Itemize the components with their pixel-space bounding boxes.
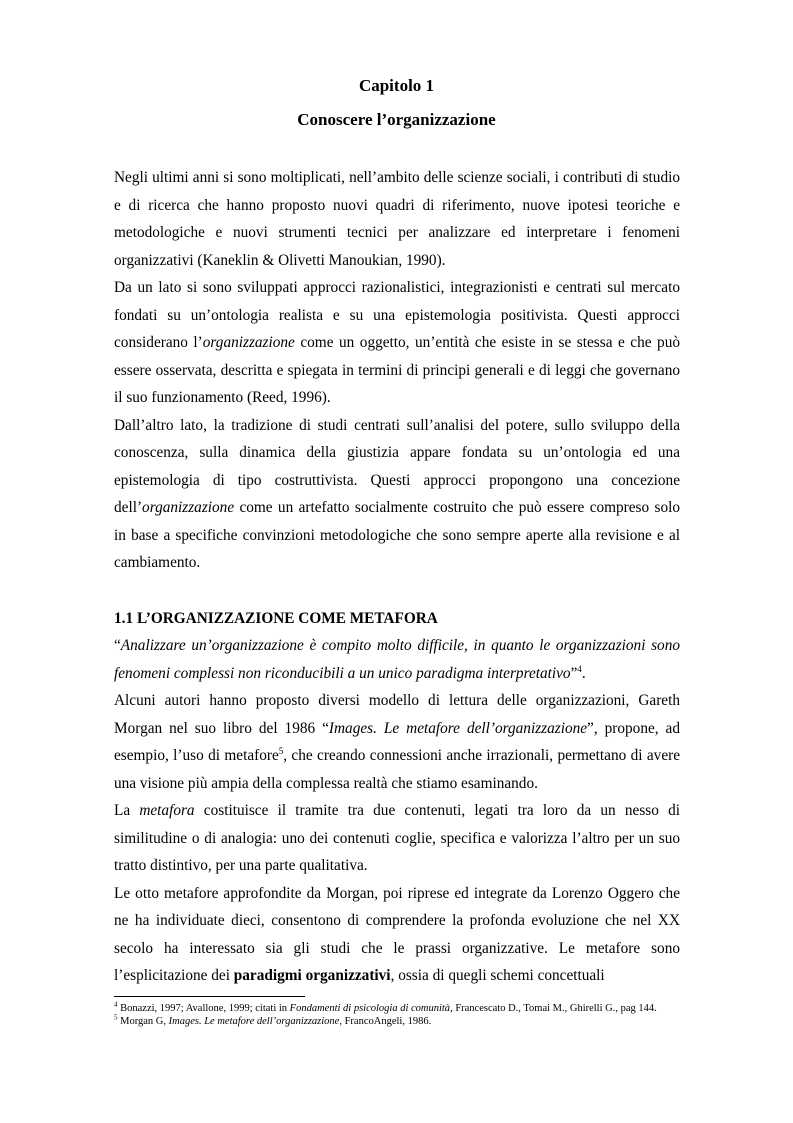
footnote-divider [114, 996, 305, 997]
bold-paradigmi-organizzativi: paradigmi organizzativi [233, 967, 391, 984]
intro-paragraph-3-text: Dall’altro lato, la tradizione di studi centrati sull’analisi del potere, sullo sviluppo della conoscenza, sulla dinamica della giustizia appare fondata su un’ontologia ed una epistemologia di tipo costruttivista. Questi approcci propongono una concezione dell’ [114, 416, 680, 516]
footnote-ref-4[interactable]: 4 [577, 663, 582, 674]
section-paragraph-3-text: La [114, 802, 140, 819]
chapter-title: Conoscere l’organizzazione [297, 110, 496, 129]
footnote-4-mark: 4 [114, 1000, 118, 1009]
section-paragraph-4-text-cont: , ossia di quegli schemi concettuali [390, 967, 605, 984]
intro-paragraph-2-text: Da un lato si sono sviluppati approcci razionalistici, integrazionisti e centrati sul mercato fondati su un’ontologia realista e su una epistemologia positivista. Questi approcci considerano l’ [114, 279, 680, 351]
quote-close-mark: ” [570, 664, 578, 682]
section-text [114, 632, 680, 990]
quote-open-mark: “ [114, 637, 121, 654]
quote-text: Analizzare un’organizzazione è compito molto difficile, in quanto le organizzazioni sono fenomeni complessi non riconducibili a un unico paradigma interpretativo [114, 637, 680, 682]
footnote-5-mark: 5 [114, 1013, 118, 1022]
section-paragraph-4 [114, 880, 680, 990]
quote-end: . [581, 664, 586, 682]
footnotes [114, 1002, 680, 1028]
footnote-5-book-title: Images. Le metafore dell’organizzazione [168, 1016, 340, 1027]
footnote-4 [114, 1002, 680, 1015]
footnote-ref-5[interactable]: 5 [278, 745, 284, 756]
footnote-4-text: Bonazzi, 1997; Avallone, 1999; citati in [117, 1003, 290, 1014]
intro-paragraph-2 [114, 274, 680, 412]
intro-paragraph-1 [114, 164, 680, 274]
footnote-5-text: Morgan G, [117, 1016, 169, 1027]
emphasis-metafora: metafora [139, 802, 195, 819]
chapter-number: Capitolo 1 [358, 76, 435, 95]
intro-paragraph-2-text-cont: come un oggetto, un’entità che esiste in se stessa e che può essere osservata, descritta e spiegata in termini di principi generali e di leggi che governano il suo funzionamento (Reed, 1996). [114, 334, 680, 406]
footnote-4-text-cont: , Francescato D., Tomai M., Ghirelli G., pag 144. [450, 1003, 657, 1014]
section-paragraph-3 [114, 797, 680, 880]
book-title-images: Images. Le metafore dell’organizzazione [328, 719, 588, 737]
emphasis-organizzazione: organizzazione [142, 499, 235, 516]
intro-paragraph-3-text-cont: come un artefatto socialmente costruito che può essere compreso solo in base a specifiche convinzioni metodologiche che sono sempre aperte alla revisione e al cambiamento. [114, 499, 680, 571]
footnote-4-book-title: Fondamenti di psicologia di comunità [289, 1003, 451, 1014]
intro-paragraph-3 [114, 412, 680, 577]
intro-text [114, 164, 680, 577]
section-heading: 1.1 L’ORGANIZZAZIONE COME METAFORA [114, 610, 438, 627]
footnote-5 [114, 1015, 680, 1028]
section-paragraph-4-text: Le otto metafore approfondite da Morgan, poi riprese ed integrate da Lorenzo Oggero che ne ha individuate dieci, consentono di comprendere la profonda evoluzione che nel XX secolo ha interessato sia gli studi che le prassi organizzative. Le metafore sono l’esplicitazione dei [114, 884, 680, 984]
section-quote [114, 632, 680, 687]
section-paragraph-2-text: Alcuni autori hanno proposto diversi modello di lettura delle organizzazioni, Gareth Morgan nel suo libro del 1986 “ [114, 692, 680, 737]
section-paragraph-2-text-cont: ”, propone, ad esempio, l’uso di metafore [114, 719, 680, 764]
section-paragraph-2-text-end: , che creando connessioni anche irrazionali, permettano di avere una visione più ampia della complessa realtà che stiamo esaminando. [114, 747, 680, 792]
section-paragraph-2 [114, 687, 680, 797]
emphasis-organizzazione: organizzazione [202, 334, 295, 351]
footnote-5-text-cont: , FrancoAngeli, 1986. [339, 1016, 432, 1027]
section-paragraph-3-text-cont: costituisce il tramite tra due contenuti, legati tra loro da un nesso di similitudine o di analogia: uno dei contenuti coglie, specifica e valorizza l’altro per un suo tratto distintivo, per una parte qualitativa. [114, 802, 680, 874]
intro-paragraph-1-text: Negli ultimi anni si sono moltiplicati, nell’ambito delle scienze sociali, i contributi di studio e di ricerca che hanno proposto nuovi quadri di riferimento, nuove ipotesi teoriche e metodologiche e nuovi strumenti tecnici per analizzare ed interpretare i fenomeni organizzativi (Kaneklin & Olivetti Manoukian, 1990). [114, 169, 680, 269]
